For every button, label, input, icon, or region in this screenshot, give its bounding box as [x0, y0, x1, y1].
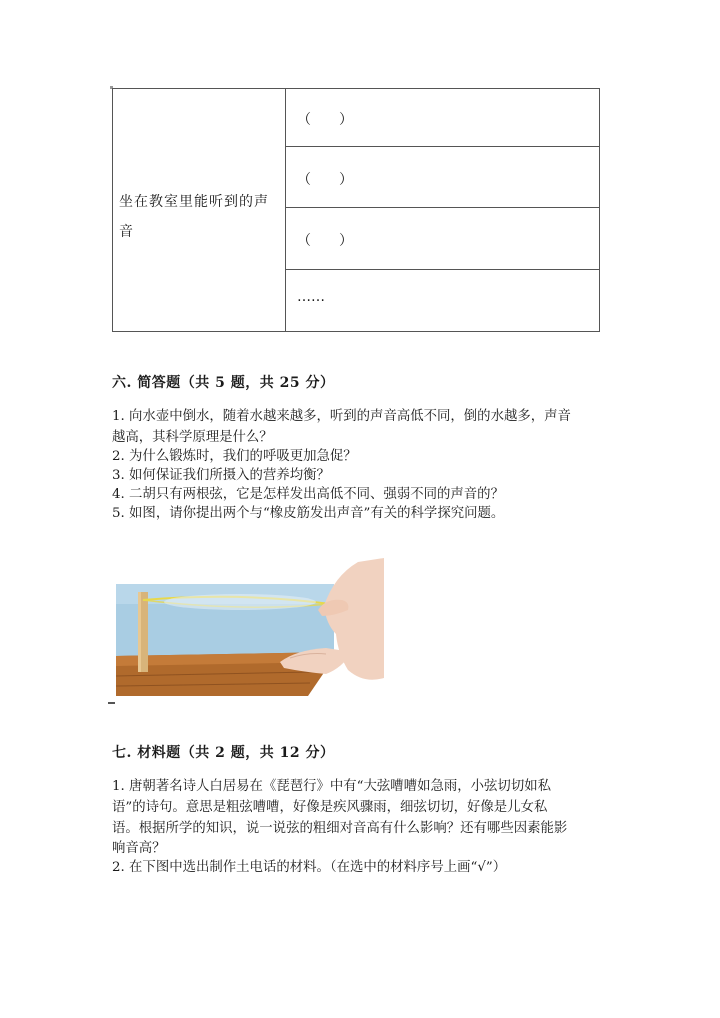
table-answer-blank-1[interactable]: （ ） [297, 112, 353, 128]
table-answer-blank-2[interactable]: （ ） [297, 172, 353, 188]
section6-q2: 2. 为什么锻炼时，我们的呼吸更加急促？ [112, 449, 357, 464]
table-divider-row3 [285, 269, 599, 270]
section7-q1-line4: 响音高？ [112, 841, 166, 856]
table-divider-row1 [285, 146, 599, 147]
section7-title: 七. 材料题（共 2 题，共 12 分） [112, 745, 335, 761]
table-left-label [119, 187, 283, 247]
table-divider-row2 [285, 207, 599, 208]
table-left-label-line1: 坐在教室里能听到的声 [119, 194, 269, 210]
section7-q1-line2: 语”的诗句。意思是粗弦嘈嘈，好像是疾风骤雨，细弦切切，好像是儿女私 [112, 800, 548, 815]
section6-q4: 4. 二胡只有两根弦，它是怎样发出高低不同、强弱不同的声音的？ [112, 487, 504, 502]
section7-q1-line1: 1. 唐朝著名诗人白居易在《琵琶行》中有“大弦嘈嘈如急雨，小弦切切如私 [112, 779, 551, 794]
rubber-band-photo [112, 558, 384, 698]
section7-q2: 2. 在下图中选出制作土电话的材料。（在选中的材料序号上画“√”） [112, 860, 507, 875]
section6-q5: 5. 如图，请你提出两个与“橡皮筋发出声音”有关的科学探究问题。 [112, 506, 505, 521]
table-answer-blank-3[interactable]: （ ） [297, 233, 353, 249]
section7-q1-line3: 语。根据所学的知识，说一说弦的粗细对音高有什么影响？还有哪些因素能影 [112, 821, 568, 836]
table-answer-ellipsis: …… [297, 289, 325, 305]
table-divider-vertical [285, 89, 286, 331]
section6-title: 六. 简答题（共 5 题，共 25 分） [112, 375, 335, 391]
table-left-label-line2: 音 [119, 224, 134, 240]
section6-q1-line2: 越高，其科学原理是什么？ [112, 430, 273, 445]
section6-q1-line1: 1. 向水壶中倒水，随着水越来越多，听到的声音高低不同，倒的水越多，声音 [112, 409, 571, 424]
photo-anchor-mark [108, 702, 115, 704]
section6-q3: 3. 如何保证我们所摄入的营养均衡？ [112, 468, 330, 483]
sound-table [112, 88, 600, 332]
